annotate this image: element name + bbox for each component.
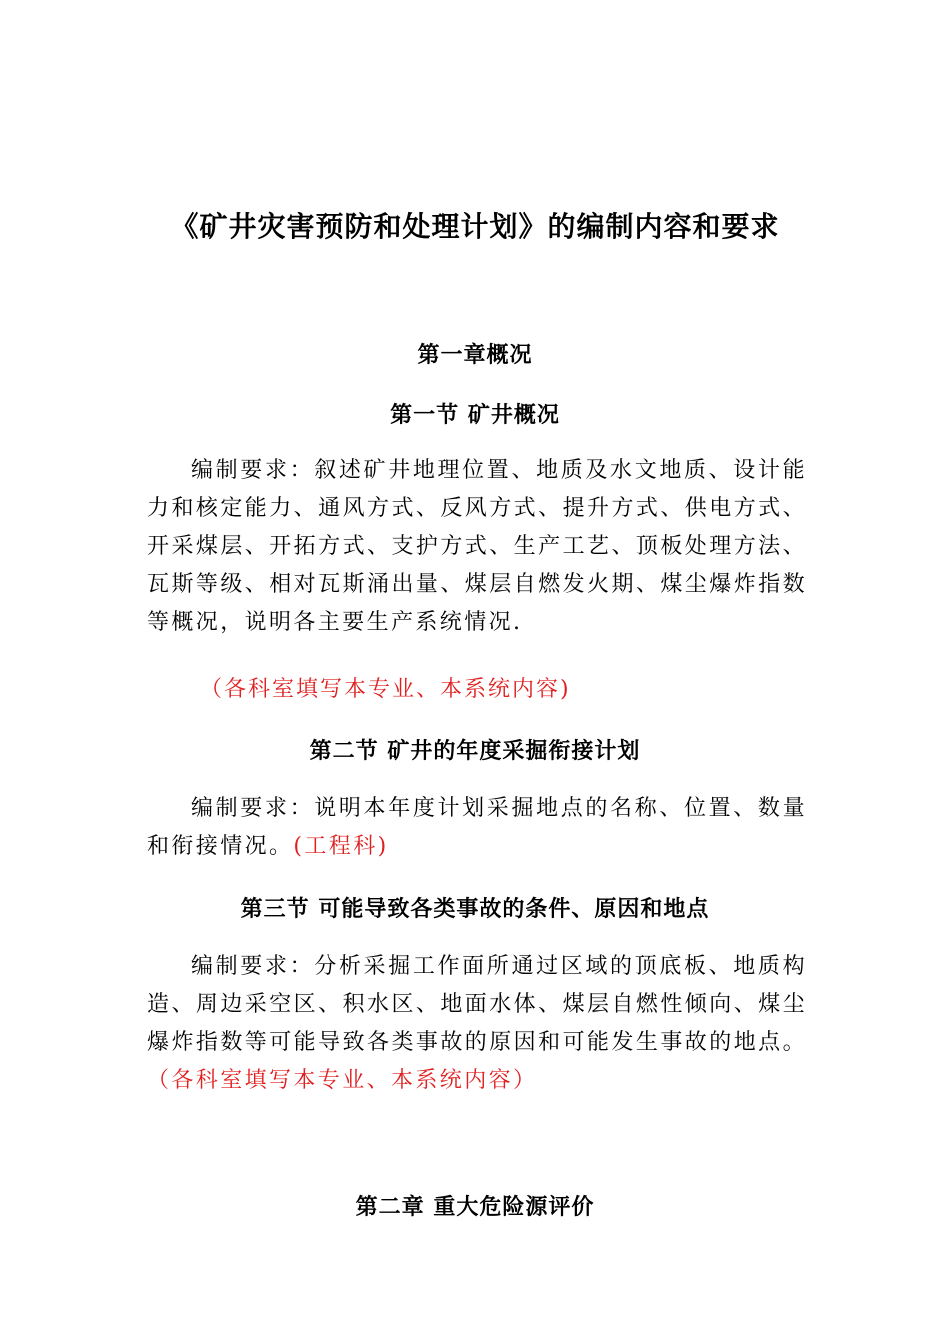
chapter-2-heading: 第二章 重大危险源评价: [355, 1194, 595, 1220]
section-1-body: [147, 452, 807, 642]
section-1-note: （各科室填写本专业、本系统内容): [200, 677, 571, 702]
section-3-note: （各科室填写本专业、本系统内容）: [147, 1068, 538, 1093]
section-3-body-text: 编制要求：分析采掘工作面所通过区域的顶底板、地质构造、周边采空区、积水区、地面水体、煤层自燃性倾向、煤尘爆炸指数等可能导致各类事故的原因和可能发生事故的地点。: [147, 954, 807, 1055]
section-2-heading: 第二节 矿井的年度采掘衔接计划: [309, 738, 641, 764]
section-3-body: [147, 948, 807, 1100]
section-1-heading: 第一节 矿井概况: [390, 402, 560, 428]
document-title: 《矿井灾害预防和处理计划》的编制内容和要求: [170, 210, 780, 243]
chapter-1-heading: 第一章概况: [417, 342, 533, 368]
section-1-body-text: 编制要求：叙述矿井地理位置、地质及水文地质、设计能力和核定能力、通风方式、反风方式、提升方式、供电方式、开采煤层、开拓方式、支护方式、生产工艺、顶板处理方法、瓦斯等级、相对瓦斯涌出量、煤层自燃发火期、煤尘爆炸指数等概况，说明各主要生产系统情况.: [147, 458, 807, 635]
section-2-note: (工程科): [293, 834, 389, 859]
section-3-heading: 第三节 可能导致各类事故的条件、原因和地点: [240, 896, 710, 922]
section-2-body: [147, 790, 807, 866]
section-2-body-text: 编制要求：说明本年度计划采掘地点的名称、位置、数量和衔接情况。: [147, 796, 807, 859]
